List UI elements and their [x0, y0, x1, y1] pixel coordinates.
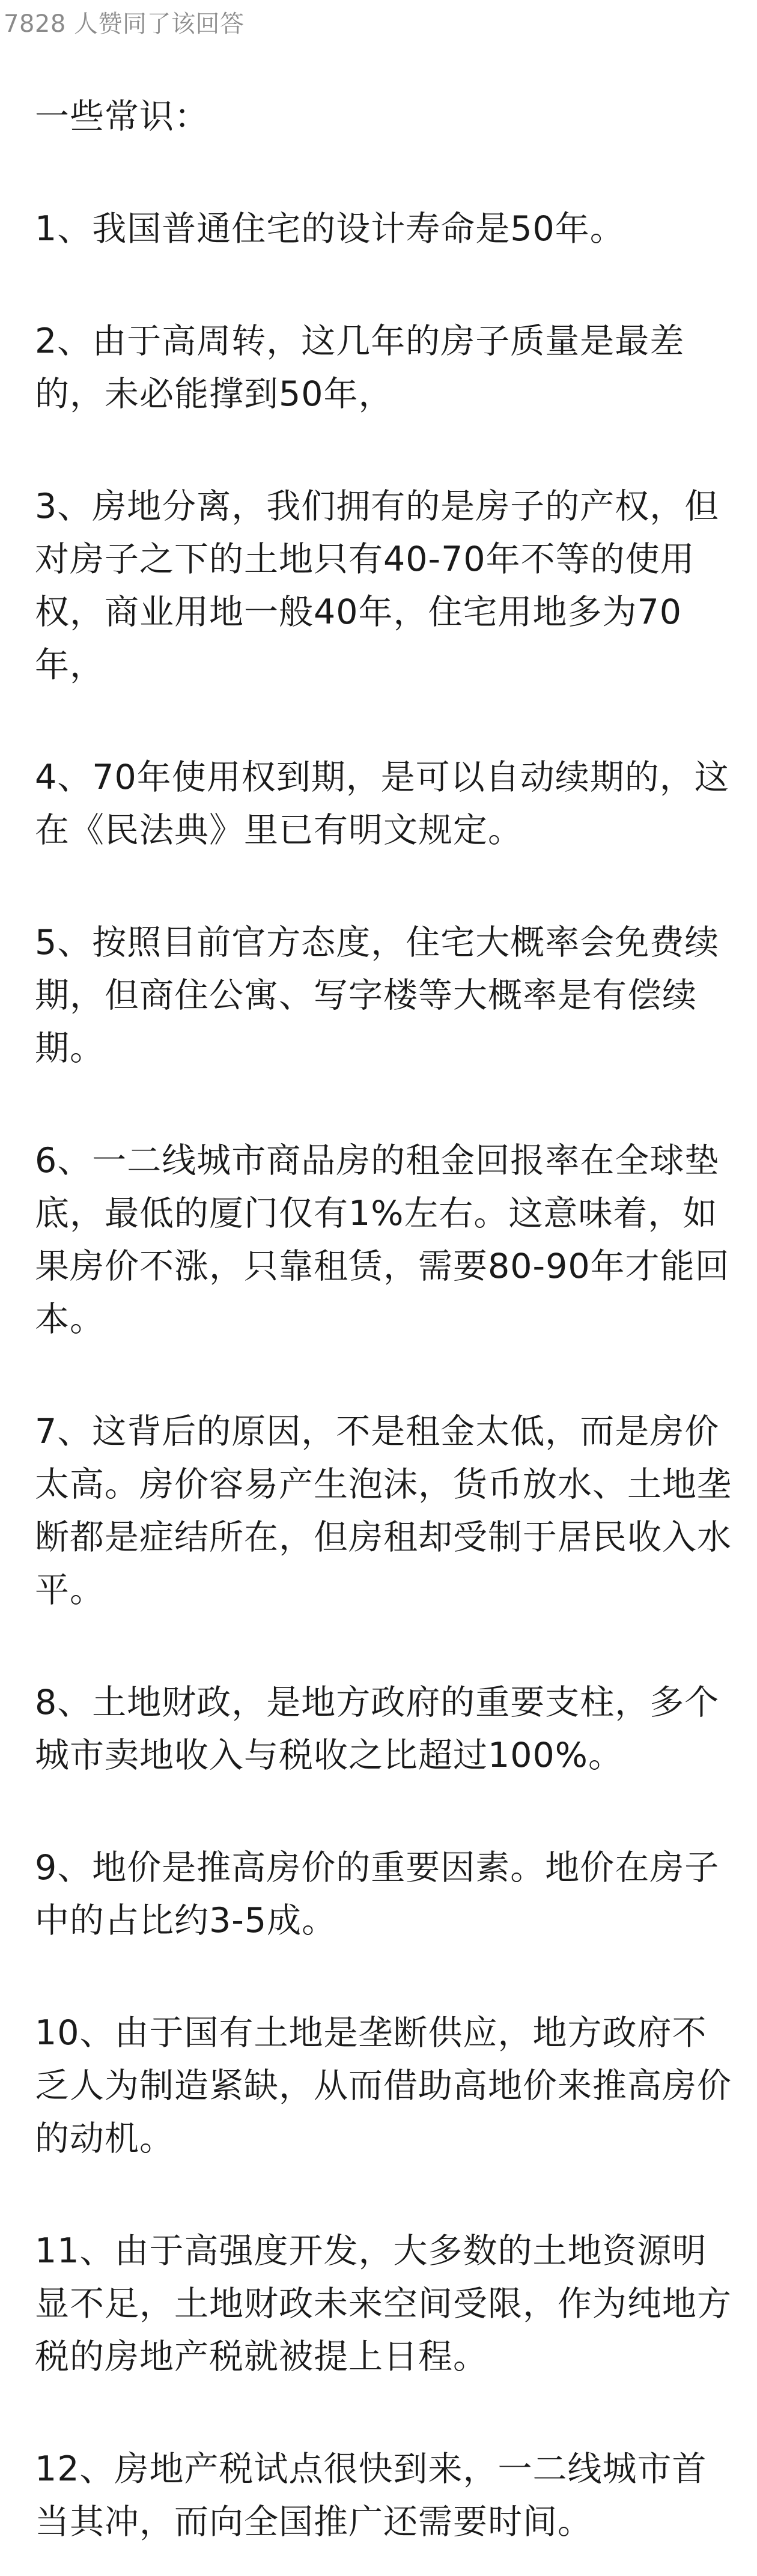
answer-paragraph-12: 12、房地产税试点很快到来，一二线城市首当其冲，而向全国推广还需要时间。 [35, 2449, 707, 2542]
upvote-count-text: 7828 人赞同了该回答 [4, 10, 245, 38]
answer-paragraph-7: 7、这背后的原因，不是租金太低，而是房价太高。房价容易产生泡沫，货币放水、土地垄断都是症结所在，但房租却受制于居民收入水平。 [35, 1412, 732, 1610]
answer-paragraph-8: 8、土地财政，是地方政府的重要支柱，多个城市卖地收入与税收之比超过100%。 [35, 1683, 720, 1775]
answer-intro: 一些常识： [35, 97, 209, 136]
answer-paragraph-9: 9、地价是推高房价的重要因素。地价在房子中的占比约3-5成。 [35, 1848, 720, 1940]
answer-body [35, 90, 732, 2548]
answer-paragraph-10: 10、由于国有土地是垄断供应，地方政府不乏人为制造紧缺，从而借助高地价来推高房价的动机。 [35, 2013, 732, 2158]
answer-paragraph-5: 5、按照目前官方态度，住宅大概率会免费续期，但商住公寓、写字楼等大概率是有偿续期。 [35, 923, 720, 1068]
answer-paragraph-4: 4、70年使用权到期，是可以自动续期的，这在《民法典》里已有明文规定。 [35, 758, 729, 850]
answer-paragraph-6: 6、一二线城市商品房的租金回报率在全球垫底，最低的厦门仅有1%左右。这意味着，如果房价不涨，只靠租赁，需要80-90年才能回本。 [35, 1141, 730, 1339]
answer-paragraph-3: 3、房地分离，我们拥有的是房子的产权，但对房子之下的土地只有40-70年不等的使用权，商业用地一般40年，住宅用地多为70年， [35, 487, 720, 685]
answer-paragraph-2: 2、由于高周转，这几年的房子质量是最差的，未必能撑到50年， [35, 321, 685, 414]
answer-paragraph-1: 1、我国普通住宅的设计寿命是50年。 [35, 209, 625, 249]
answer-paragraph-11: 11、由于高强度开发，大多数的土地资源明显不足，土地财政未来空间受限，作为纯地方税的房地产税就被提上日程。 [35, 2231, 732, 2377]
